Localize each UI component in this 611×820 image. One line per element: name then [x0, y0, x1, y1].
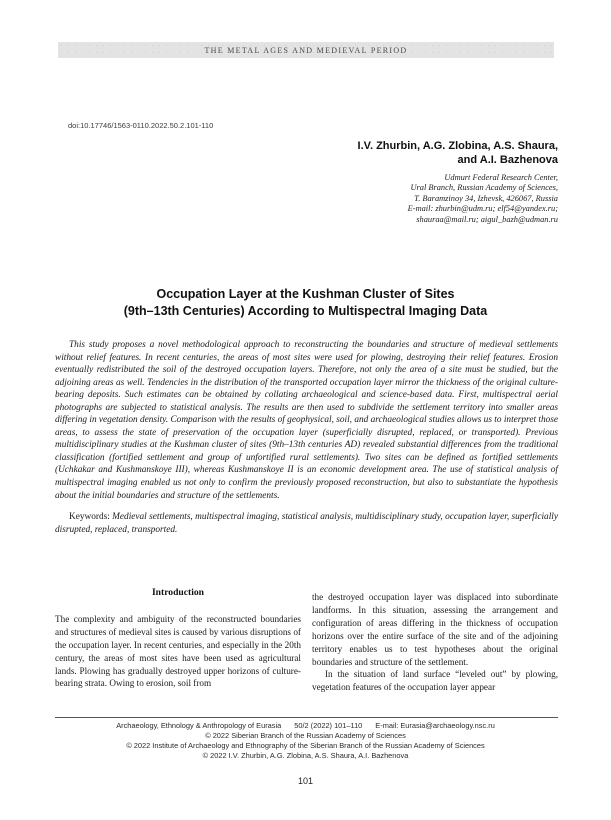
left-column [55, 583, 301, 694]
affiliation-line: T. Baramzinoy 34, Izhevsk, 426067, Russia [414, 193, 558, 203]
affiliation-line: Ural Branch, Russian Academy of Sciences, [410, 183, 558, 193]
footer-copyright-3: © 2022 I.V. Zhurbin, A.G. Zlobina, A.S. Shaura, A.I. Bazhenova [202, 751, 409, 760]
footer-copyright-1: © 2022 Siberian Branch of the Russian Academy of Sciences [205, 731, 406, 740]
running-head-text: THE METAL AGES AND MEDIEVAL PERIOD [204, 45, 408, 55]
footer-email: E-mail: Eurasia@archaeology.nsc.ru [375, 721, 495, 730]
right-column-paragraph-1: the destroyed occupation layer was displaced into subordinate landforms. In this situation, assessing the arrangement and configuration of areas differing in the thickness of occupation horizons over the entire surface of the site and of the adjoining territory enables us to test hypotheses about the original boundaries and structure of the settlement. [312, 592, 558, 667]
page-number: 101 [297, 776, 314, 786]
abstract-block [55, 339, 558, 536]
keywords-label: Keywords: [69, 512, 110, 523]
affiliation-email-line: E-mail: zhurbin@udm.ru; elf54@yandex.ru; [407, 204, 558, 214]
article-title-line-1: Occupation Layer at the Kushman Cluster of Sites [156, 287, 455, 301]
affiliation-line: Udmurt Federal Research Center, [444, 173, 558, 182]
footer-divider [55, 717, 558, 718]
section-heading-introduction: Introduction [151, 587, 205, 598]
keywords-text: Medieval settlements, multispectral imaging, statistical analysis, multidisciplinary study, occupation layer, superficially disrupted, replaced, transported. [55, 512, 559, 535]
abstract-text: This study proposes a novel methodological approach to reconstructing the boundaries and structure of medieval settlements without relief features. In recent centuries, the areas of most sites were used for plowing, destroying their relief features. Erosion eventually redistributed the soil of the destroyed occupation layers. Therefore, not only the area of a site must be studied, but the adjoining areas as well. Tendencies in the distribution of the transported occupation layer mirror the thickness of the original culture-bearing deposits. Such estimates can be obtained by collating archaeological and science-based data. First, multispectral aerial photographs are subjected to statistical analysis. The results are then used to subdivide the settlement territory into smaller areas differing in vegetation density. Comparison with the results of geophysical, soil, and archaeological studies allows us to interpret those areas, to assess the state of preservation of the occupation layer (superficially disrupted, replaced, or transported). Previous multidisciplinary studies at the Kushman cluster of sites (9th–13th centuries AD) revealed substantial differences from the traditional classification (fortified settlement and group of unfortified rural settlements). Two sites can be defined as fortified settlements (Uchkakar and Kushmanskoye III), whereas Kushmanskoye II is an economic development area. The use of statistical analysis of multispectral imaging enabled us not only to confirm the previously proposed reconstruction, but also to substantiate the hypothesis about the initial boundaries and structure of the settlements. [55, 340, 558, 501]
footer-journal-name: Archaeology, Ethnology & Anthropology of Eurasia [116, 721, 282, 730]
running-head-bar [58, 42, 554, 58]
body-columns [55, 583, 558, 694]
right-column-paragraph-2: In the situation of land surface “leveled out” by plowing, vegetation features of the occupation layer appear [312, 669, 558, 693]
right-column [312, 583, 558, 694]
footer-copyright-2: © 2022 Institute of Archaeology and Ethnography of the Siberian Branch of the Russian Academy of Sciences [126, 741, 485, 750]
footer-block [0, 721, 611, 761]
footer-journal-line [0, 721, 611, 731]
keywords-paragraph [55, 511, 558, 536]
affiliation-email-line: shauraa@mail.ru; aigul_bazh@udman.ru [416, 214, 558, 224]
footer-issue-pages: 50/2 (2022) 101–110 [294, 721, 363, 730]
authors-line-1: I.V. Zhurbin, A.G. Zlobina, A.S. Shaura, [357, 140, 558, 152]
affiliation-block [408, 173, 558, 225]
article-title-line-2: (9th–13th Centuries) According to Multispectral Imaging Data [123, 303, 488, 318]
authors-line-2: and A.I. Bazhenova [457, 153, 558, 166]
authors-block [358, 140, 558, 167]
doi-text: doi:10.17746/1563-0110.2022.50.2.101-110 [68, 121, 214, 130]
article-title [0, 286, 611, 319]
left-column-paragraph: The complexity and ambiguity of the reconstructed boundaries and structures of medieval sites is caused by various disruptions of the occupation layer. In recent centuries, and especially in the 20th century, the areas of most sites have been used as agricultural lands. Plowing has gradually destroyed upper horizons of culture-bearing strata. Owing to erosion, soil from [55, 613, 301, 689]
